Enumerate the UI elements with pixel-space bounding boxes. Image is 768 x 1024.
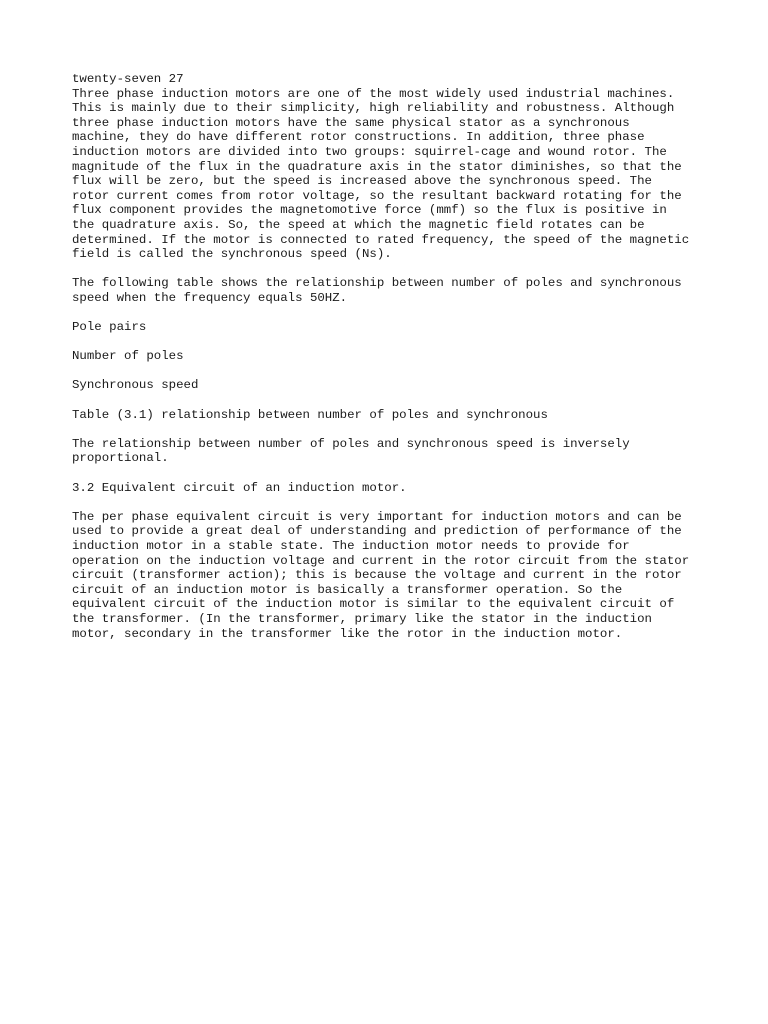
page-header: twenty-seven 27: [72, 72, 184, 86]
section-heading: 3.2 Equivalent circuit of an induction motor.: [72, 480, 407, 495]
intro-paragraph: Three phase induction motors are one of the most widely used industrial machines. This is mainly due to their simplicity, high reliability and robustness. Although three phase induction motors have the same physical stator as a synchronous machine, they do have different rotor constructions. In addition, three phase induction motors are divided into two groups: squirrel-cage and wound rotor. The magnitude of the flux in the quadrature axis in the stator diminishes, so that the flux will be zero, but the speed is increased above the synchronous speed. The rotor current comes from rotor voltage, so the resultant backward rotating for the flux component provides the magnetomotive force (mmf) so the flux is positive in the quadrature axis. So, the speed at which the magnetic field rotates can be determined. If the motor is connected to rated frequency, the speed of the magnetic field is called the synchronous speed (Ns).: [72, 86, 690, 262]
table-header-pole-pairs: Pole pairs: [72, 320, 147, 335]
table-intro-paragraph: The following table shows the relationship between number of poles and synchronous speed when the frequency equals 50HZ.: [72, 276, 682, 305]
table-header-number-of-poles: Number of poles: [72, 349, 184, 364]
table-caption: Table (3.1) relationship between number of poles and synchronous: [72, 407, 548, 422]
equivalent-circuit-paragraph: The per phase equivalent circuit is very important for induction motors and can be used to provide a great deal of understanding and prediction of performance of the induction motor in a stable state. The induction motor needs to provide for operation on the induction voltage and current in the rotor circuit from the stator circuit (transformer action); this is because the voltage and current in the rotor circuit of an induction motor is basically a transformer operation. So the equivalent circuit of the induction motor is similar to the equivalent circuit of the transformer. (In the transformer, primary like the stator in the induction motor, secondary in the transformer like the rotor in the induction motor.: [72, 509, 690, 641]
relationship-paragraph: The relationship between number of poles and synchronous speed is inversely proportional.: [72, 436, 630, 466]
table-header-synchronous-speed: Synchronous speed: [72, 378, 199, 393]
document-page: [72, 72, 702, 656]
